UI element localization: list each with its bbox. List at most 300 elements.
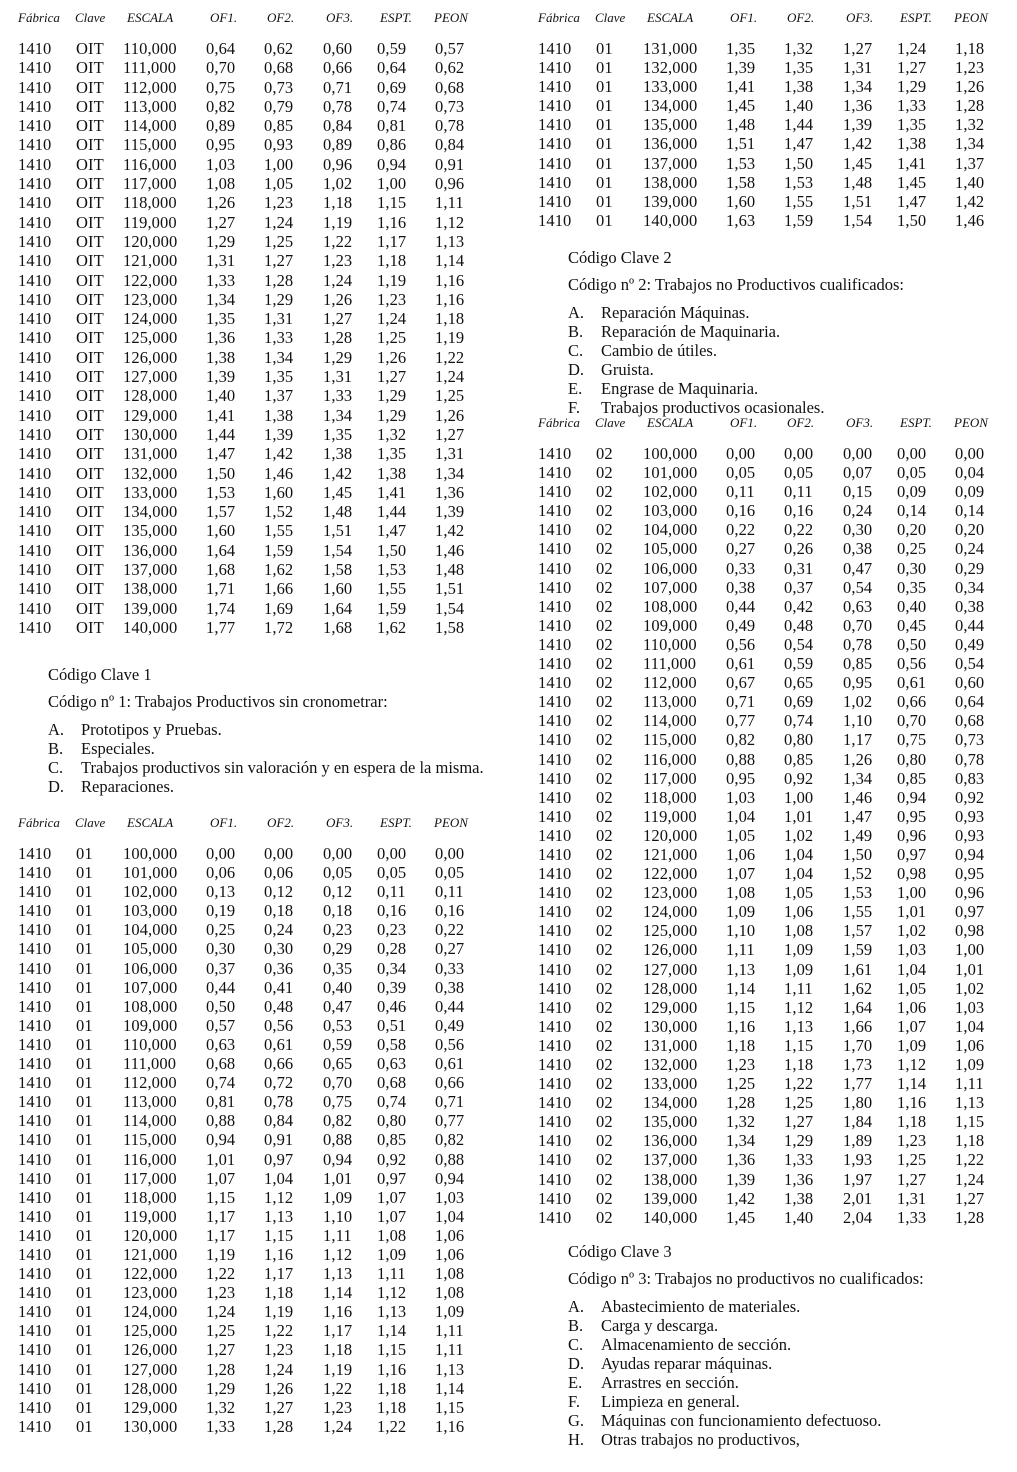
cell-of1: 1,32: [206, 1397, 236, 1417]
cell-peon: 0,56: [435, 1034, 465, 1054]
cell-espt: 0,00: [377, 844, 407, 863]
cell-peon: 1,28: [955, 1207, 985, 1227]
cell-of1: 1,44: [206, 424, 236, 444]
cell-factory: 1410: [538, 1131, 572, 1151]
cell-of3: 1,23: [323, 251, 353, 271]
cell-scale: 121,000: [123, 1244, 178, 1264]
cell-scale: 110,000: [123, 1034, 177, 1054]
cell-key: OIT: [76, 463, 104, 483]
list-item: [568, 1354, 1008, 1373]
column-header-espt: ESPT.: [380, 815, 412, 830]
cell-of2: 1,38: [264, 405, 294, 425]
column-header-of1: OF1.: [730, 415, 758, 430]
cell-factory: 1410: [18, 1149, 52, 1169]
cell-peon: 0,49: [435, 1015, 465, 1035]
cell-key: 01: [76, 1378, 93, 1398]
cell-peon: 0,94: [435, 1168, 465, 1188]
column-header-of3: OF3.: [326, 10, 354, 25]
cell-key: 01: [596, 153, 613, 173]
cell-scale: 130,000: [643, 1016, 698, 1036]
cell-of3: 1,24: [323, 270, 353, 290]
cell-scale: 138,000: [643, 1169, 698, 1189]
cell-scale: 129,000: [123, 1397, 178, 1417]
cell-espt: 1,29: [377, 405, 407, 425]
cell-peon: 1,34: [435, 463, 465, 483]
cell-of3: 0,30: [843, 520, 873, 540]
cell-scale: 138,000: [643, 172, 698, 192]
cell-of1: 0,06: [206, 863, 236, 883]
list-item-letter: B.: [48, 739, 64, 758]
cell-scale: 132,000: [643, 1055, 698, 1074]
cell-key: 02: [596, 940, 613, 960]
cell-scale: 113,000: [643, 692, 697, 712]
cell-key: 01: [76, 1397, 93, 1417]
cell-espt: 1,25: [377, 328, 407, 348]
cell-key: 01: [76, 882, 93, 902]
cell-of1: 1,24: [206, 1302, 236, 1322]
column-header-of1: OF1.: [730, 10, 758, 25]
cell-of2: 1,29: [784, 1131, 814, 1151]
cell-espt: 0,00: [897, 444, 927, 463]
cell-of2: 0,56: [264, 1015, 294, 1035]
column-header-factory: Fábrica: [18, 815, 60, 830]
list-item: [568, 360, 1008, 379]
cell-factory: 1410: [18, 1054, 52, 1074]
cell-of2: 1,27: [264, 251, 294, 271]
cell-of1: 1,03: [206, 154, 236, 174]
column-header-of1: OF1.: [210, 10, 238, 25]
cell-of1: 1,77: [206, 617, 236, 637]
cell-of3: 1,73: [843, 1055, 873, 1074]
list-item: [568, 303, 1008, 322]
cell-of2: 0,61: [264, 1034, 294, 1054]
cell-espt: 0,23: [377, 920, 407, 940]
cell-key: 01: [596, 210, 613, 230]
cell-of3: 1,50: [843, 844, 873, 864]
cell-key: 01: [76, 1073, 93, 1093]
cell-factory: 1410: [18, 1378, 52, 1398]
list-item-letter: B.: [568, 1316, 584, 1335]
cell-scale: 118,000: [123, 1187, 177, 1207]
cell-key: 02: [596, 1016, 613, 1036]
column-header-of1: OF1.: [210, 815, 238, 830]
cell-of3: 1,70: [843, 1035, 873, 1055]
item-list: [568, 303, 1008, 417]
cell-espt: 1,12: [377, 1283, 407, 1303]
cell-key: 02: [596, 883, 613, 903]
cell-of2: 1,59: [784, 210, 814, 230]
cell-peon: 1,13: [955, 1093, 985, 1113]
cell-key: OIT: [76, 135, 104, 155]
cell-factory: 1410: [18, 193, 52, 213]
cell-of3: 1,54: [323, 540, 353, 560]
cell-of3: 0,78: [323, 96, 353, 116]
column-header-peon: PEON: [954, 10, 988, 25]
cell-peon: 1,48: [435, 560, 465, 580]
cell-of1: 1,47: [206, 444, 236, 464]
cell-of3: 1,26: [843, 749, 873, 769]
cell-factory: 1410: [18, 347, 52, 367]
cell-peon: 0,68: [435, 77, 465, 97]
cell-peon: 1,04: [435, 1206, 465, 1226]
cell-espt: 0,05: [897, 463, 927, 483]
cell-peon: 1,16: [435, 1416, 465, 1436]
cell-of3: 0,71: [323, 77, 353, 97]
cell-scale: 118,000: [123, 193, 177, 213]
cell-of3: 1,19: [323, 212, 353, 232]
cell-espt: 1,27: [897, 1169, 927, 1189]
cell-espt: 1,53: [377, 560, 407, 580]
cell-of1: 0,95: [726, 768, 756, 788]
cell-espt: 1,50: [377, 540, 407, 560]
cell-of2: 1,06: [784, 902, 814, 922]
cell-scale: 114,000: [123, 1111, 177, 1131]
cell-espt: 1,13: [377, 1302, 407, 1322]
cell-factory: 1410: [538, 959, 572, 979]
cell-of1: 0,22: [726, 520, 756, 540]
list-item-text: Otras trabajos no productivos,: [601, 1430, 800, 1449]
cell-of1: 1,28: [206, 1359, 236, 1379]
cell-of1: 1,27: [206, 1340, 236, 1360]
column-header-of2: OF2.: [787, 415, 815, 430]
cell-espt: 1,07: [897, 1016, 927, 1036]
cell-key: 02: [596, 864, 613, 884]
cell-peon: 0,11: [435, 882, 464, 902]
cell-factory: 1410: [538, 153, 572, 173]
list-item-text: Arrastres en sección.: [601, 1373, 739, 1392]
cell-of3: 0,75: [323, 1092, 353, 1112]
cell-scale: 134,000: [123, 502, 178, 522]
cell-factory: 1410: [18, 1244, 52, 1264]
cell-of1: 1,50: [206, 463, 236, 483]
cell-factory: 1410: [538, 921, 572, 941]
cell-scale: 112,000: [123, 77, 177, 97]
cell-of3: 1,68: [323, 617, 353, 637]
cell-peon: 0,64: [955, 692, 985, 712]
cell-of2: 1,16: [264, 1244, 294, 1264]
cell-key: 02: [596, 825, 613, 845]
list-item: [568, 322, 1008, 341]
cell-espt: 0,58: [377, 1034, 407, 1054]
cell-espt: 1,41: [897, 153, 927, 173]
cell-key: 01: [596, 134, 613, 154]
list-item: [568, 1297, 1008, 1316]
cell-espt: 0,50: [897, 634, 927, 654]
cell-peon: 1,12: [435, 212, 465, 232]
cell-of3: 1,42: [843, 134, 873, 154]
cell-key: 02: [596, 959, 613, 979]
cell-key: 01: [76, 958, 93, 978]
cell-of3: 1,34: [843, 768, 873, 788]
cell-of1: 0,94: [206, 1130, 236, 1150]
cell-peon: 0,60: [955, 673, 985, 693]
cell-of2: 1,09: [784, 940, 814, 960]
cell-factory: 1410: [18, 58, 52, 78]
cell-of3: 1,33: [323, 386, 353, 406]
column-header-factory: Fábrica: [18, 10, 60, 25]
cell-espt: 0,80: [897, 749, 927, 769]
cell-of3: 0,66: [323, 58, 353, 78]
code-key-3-section: [568, 1242, 1008, 1449]
cell-scale: 108,000: [643, 596, 698, 616]
cell-espt: 1,22: [377, 1416, 407, 1436]
cell-of3: 0,07: [843, 463, 873, 483]
cell-espt: 0,16: [377, 901, 407, 921]
cell-of3: 1,38: [323, 444, 353, 464]
cell-scale: 133,000: [123, 482, 178, 502]
list-item-letter: E.: [568, 379, 583, 398]
cell-scale: 107,000: [123, 977, 178, 997]
cell-scale: 132,000: [123, 463, 178, 483]
cell-espt: 0,45: [897, 615, 927, 635]
cell-of2: 1,25: [784, 1093, 814, 1113]
cell-of3: 1,09: [323, 1187, 353, 1207]
cell-scale: 130,000: [123, 1416, 178, 1436]
cell-of2: 1,11: [784, 978, 813, 998]
cell-of2: 1,35: [264, 367, 294, 387]
cell-peon: 1,11: [435, 1340, 464, 1360]
cell-key: 02: [596, 558, 613, 578]
cell-factory: 1410: [18, 463, 52, 483]
cell-factory: 1410: [538, 787, 572, 807]
cell-of2: 1,69: [264, 598, 294, 618]
cell-espt: 0,11: [377, 882, 406, 902]
cell-espt: 0,68: [377, 1073, 407, 1093]
column-header-of3: OF3.: [846, 415, 874, 430]
cell-of1: 1,34: [206, 289, 236, 309]
cell-of1: 0,82: [206, 96, 236, 116]
cell-factory: 1410: [18, 309, 52, 329]
cell-factory: 1410: [538, 673, 572, 693]
cell-of2: 0,12: [264, 882, 294, 902]
cell-of2: 0,72: [264, 1073, 294, 1093]
cell-of3: 1,17: [843, 730, 873, 750]
cell-of1: 1,53: [206, 482, 236, 502]
cell-key: OIT: [76, 560, 104, 580]
cell-scale: 110,000: [643, 634, 697, 654]
cell-of3: 1,51: [323, 521, 353, 541]
cell-espt: 0,46: [377, 996, 407, 1016]
cell-factory: 1410: [18, 1416, 52, 1436]
list-item-letter: D.: [568, 1354, 585, 1373]
cell-scale: 140,000: [643, 1207, 698, 1227]
cell-peon: 0,61: [435, 1054, 465, 1074]
cell-peon: 0,38: [435, 977, 465, 997]
cell-peon: 0,05: [435, 863, 465, 883]
cell-of3: 1,80: [843, 1093, 873, 1113]
cell-of1: 1,39: [726, 1169, 756, 1189]
cell-key: 02: [596, 1074, 613, 1094]
cell-of2: 1,02: [784, 825, 814, 845]
cell-of2: 1,29: [264, 289, 294, 309]
cell-factory: 1410: [18, 386, 52, 406]
cell-peon: 1,24: [955, 1169, 985, 1189]
cell-espt: 0,39: [377, 977, 407, 997]
cell-of3: 0,38: [843, 539, 873, 559]
cell-of2: 0,79: [264, 96, 294, 116]
cell-key: 01: [76, 1130, 93, 1150]
column-header-espt: ESPT.: [900, 415, 932, 430]
cell-of3: 1,97: [843, 1169, 873, 1189]
cell-of2: 0,05: [784, 463, 814, 483]
cell-of2: 1,33: [264, 328, 294, 348]
cell-factory: 1410: [538, 1055, 572, 1074]
cell-scale: 119,000: [123, 1206, 177, 1226]
cell-espt: 1,25: [897, 1150, 927, 1170]
cell-espt: 1,15: [377, 193, 407, 213]
cell-of1: 0,16: [726, 501, 756, 521]
cell-peon: 0,95: [955, 864, 985, 884]
cell-peon: 0,78: [435, 116, 465, 136]
cell-key: 01: [76, 1092, 93, 1112]
cell-of3: 1,59: [843, 940, 873, 960]
cell-of2: 0,74: [784, 711, 814, 731]
cell-espt: 1,07: [377, 1187, 407, 1207]
cell-of1: 0,38: [726, 577, 756, 597]
section-title: Código Clave 1: [48, 665, 152, 684]
cell-factory: 1410: [538, 1016, 572, 1036]
cell-of1: 1,32: [726, 1112, 756, 1132]
list-item-text: Trabajos productivos sin valoración y en espera de la misma.: [81, 758, 484, 777]
cell-of2: 1,33: [784, 1150, 814, 1170]
cell-of1: 1,42: [726, 1188, 756, 1208]
cell-scale: 126,000: [123, 347, 178, 367]
cell-scale: 137,000: [643, 153, 698, 173]
cell-factory: 1410: [18, 289, 52, 309]
cell-of2: 1,40: [784, 96, 814, 116]
cell-espt: 1,23: [377, 289, 407, 309]
cell-factory: 1410: [18, 1130, 52, 1150]
cell-factory: 1410: [18, 1187, 52, 1207]
list-item: [568, 1373, 1008, 1392]
cell-scale: 114,000: [643, 711, 697, 731]
cell-factory: 1410: [538, 482, 572, 502]
cell-peon: 0,88: [435, 1149, 465, 1169]
cell-scale: 112,000: [643, 673, 697, 693]
column-header-of3: OF3.: [846, 10, 874, 25]
cell-key: OIT: [76, 231, 104, 251]
cell-espt: 1,35: [897, 115, 927, 135]
cell-of1: 0,33: [726, 558, 756, 578]
cell-factory: 1410: [18, 1283, 52, 1303]
cell-peon: 1,18: [955, 39, 985, 58]
cell-espt: 1,04: [897, 959, 927, 979]
cell-key: 01: [76, 1054, 93, 1074]
cell-of3: 1,24: [323, 1416, 353, 1436]
cell-scale: 128,000: [123, 386, 178, 406]
cell-of1: 0,81: [206, 1092, 236, 1112]
cell-of3: 1,10: [843, 711, 873, 731]
cell-of1: 1,48: [726, 115, 756, 135]
cell-scale: 102,000: [643, 482, 698, 502]
cell-espt: 1,38: [377, 463, 407, 483]
cell-peon: 0,93: [955, 806, 985, 826]
cell-key: OIT: [76, 617, 104, 637]
cell-key: 02: [596, 520, 613, 540]
cell-key: OIT: [76, 270, 104, 290]
cell-key: OIT: [76, 540, 104, 560]
cell-espt: 1,55: [377, 579, 407, 599]
cell-key: OIT: [76, 482, 104, 502]
list-item: [568, 1411, 1008, 1430]
cell-factory: 1410: [18, 1034, 52, 1054]
cell-key: OIT: [76, 367, 104, 387]
cell-of1: 1,29: [206, 1378, 236, 1398]
cell-factory: 1410: [538, 730, 572, 750]
cell-of2: 1,08: [784, 921, 814, 941]
cell-peon: 1,26: [435, 405, 465, 425]
cell-espt: 0,66: [897, 692, 927, 712]
cell-factory: 1410: [18, 96, 52, 116]
cell-of1: 0,67: [726, 673, 756, 693]
cell-of1: 0,71: [726, 692, 756, 712]
cell-scale: 135,000: [643, 1112, 698, 1132]
cell-of1: 0,70: [206, 58, 236, 78]
cell-scale: 117,000: [123, 174, 177, 194]
cell-of2: 0,48: [264, 996, 294, 1016]
list-item: [568, 1430, 1008, 1449]
cell-peon: 0,96: [435, 174, 465, 194]
cell-of1: 1,40: [206, 386, 236, 406]
cell-factory: 1410: [538, 825, 572, 845]
list-item: [48, 720, 488, 739]
cell-of2: 1,12: [784, 997, 814, 1017]
cell-of3: 0,59: [323, 1034, 353, 1054]
cell-factory: 1410: [538, 1169, 572, 1189]
cell-scale: 104,000: [123, 920, 178, 940]
cell-espt: 1,07: [377, 1206, 407, 1226]
cell-of2: 0,66: [264, 1054, 294, 1074]
cell-of2: 1,00: [264, 154, 294, 174]
cell-espt: 0,98: [897, 864, 927, 884]
cell-espt: 1,27: [897, 58, 927, 78]
cell-scale: 110,000: [123, 39, 177, 58]
cell-of1: 0,50: [206, 996, 236, 1016]
cell-peon: 0,73: [955, 730, 985, 750]
cell-of2: 1,27: [264, 1397, 294, 1417]
cell-of1: 1,08: [726, 883, 756, 903]
cell-of1: 0,00: [726, 444, 756, 463]
cell-of1: 1,33: [206, 270, 236, 290]
cell-of1: 0,49: [726, 615, 756, 635]
cell-peon: 1,13: [435, 231, 465, 251]
cell-of3: 1,18: [323, 1340, 353, 1360]
cell-peon: 1,51: [435, 579, 465, 599]
cell-of3: 1,47: [843, 806, 873, 826]
cell-key: 02: [596, 749, 613, 769]
cell-scale: 128,000: [643, 978, 698, 998]
cell-factory: 1410: [538, 883, 572, 903]
cell-of3: 0,95: [843, 673, 873, 693]
cell-scale: 125,000: [643, 921, 698, 941]
cell-of3: 1,53: [843, 883, 873, 903]
list-item-text: Reparación Máquinas.: [601, 303, 750, 322]
cell-espt: 1,33: [897, 1207, 927, 1227]
cell-of2: 1,72: [264, 617, 294, 637]
cell-scale: 129,000: [643, 997, 698, 1017]
cell-key: OIT: [76, 58, 104, 78]
cell-of1: 1,45: [726, 1207, 756, 1227]
cell-scale: 131,000: [643, 1035, 698, 1055]
cell-key: OIT: [76, 405, 104, 425]
cell-of3: 1,02: [843, 692, 873, 712]
cell-key: 02: [596, 806, 613, 826]
cell-key: OIT: [76, 444, 104, 464]
cell-espt: 0,51: [377, 1015, 407, 1035]
cell-of2: 1,59: [264, 540, 294, 560]
cell-of2: 1,40: [784, 1207, 814, 1227]
cell-factory: 1410: [18, 958, 52, 978]
